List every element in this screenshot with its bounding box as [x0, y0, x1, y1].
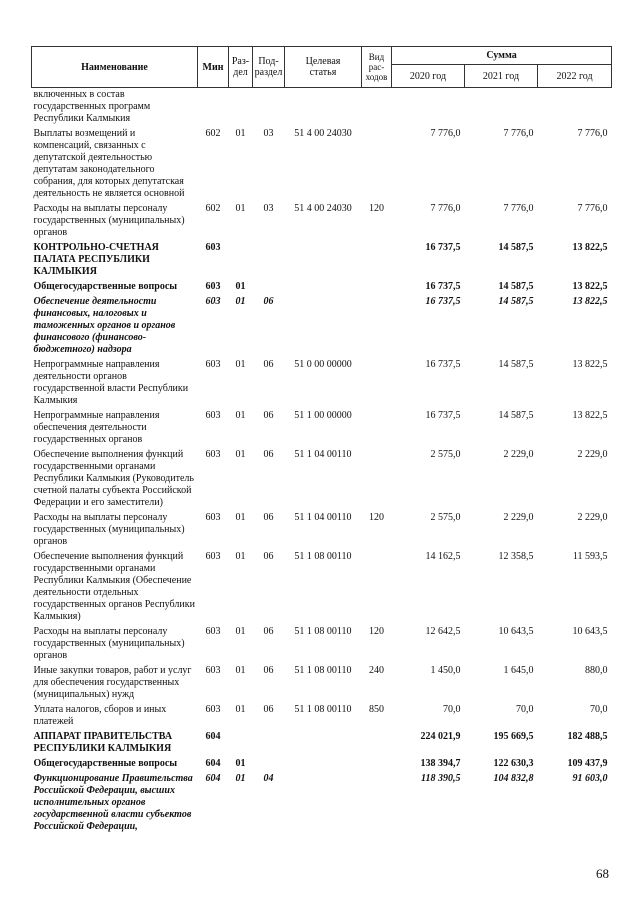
table-row — [32, 511, 612, 550]
row-name: Уплата налогов, сборов и иных платежей — [33, 704, 167, 727]
row-subsection: 06 — [263, 296, 274, 307]
row-sum-2021 — [465, 88, 538, 128]
row-ministry: 604 — [205, 773, 221, 784]
row-sum-2020: 16 737,5 — [425, 242, 461, 253]
row-ministry: 602 — [205, 203, 221, 214]
row-section: 01 — [235, 128, 246, 139]
row-name: КОНТРОЛЬНО-СЧЕТНАЯ ПАЛАТА РЕСПУБЛИКИ КАЛМЫКИЯ — [33, 242, 159, 277]
row-target-article: 51 1 08 00110 — [294, 665, 352, 676]
row-sum-2021: 195 669,5 — [493, 731, 534, 742]
header-razdel: Раз- дел — [229, 47, 253, 88]
table-row — [32, 295, 612, 358]
row-expense-type: 120 — [369, 203, 384, 214]
table-row — [32, 757, 612, 772]
row-expense-type: 120 — [369, 512, 384, 523]
table-row — [32, 625, 612, 664]
row-ministry: 603 — [205, 665, 221, 676]
row-sum-2022: 11 593,5 — [572, 551, 608, 562]
header-sum: Сумма — [392, 47, 612, 65]
row-target-article: 51 1 04 00110 — [294, 512, 352, 523]
row-sum-2020: 118 390,5 — [421, 773, 461, 784]
row-sum-2021: 2 229,0 — [503, 449, 534, 460]
row-section: 01 — [235, 551, 246, 562]
table-row — [32, 550, 612, 625]
row-sum-2022: 13 822,5 — [572, 242, 608, 253]
row-sum-2021: 12 358,5 — [498, 551, 534, 562]
row-ministry: 604 — [205, 758, 221, 769]
row-sum-2022: 10 643,5 — [572, 626, 608, 637]
row-ministry: 603 — [205, 551, 221, 562]
row-section — [229, 241, 253, 280]
row-subsection: 03 — [263, 128, 274, 139]
row-sum-2022: 7 776,0 — [577, 203, 608, 214]
row-name: Общегосударственные вопросы — [33, 758, 178, 769]
row-target-article — [285, 757, 362, 772]
table-body — [32, 88, 612, 836]
row-target-article: 51 1 00 00000 — [294, 410, 352, 421]
budget-document — [31, 46, 611, 835]
row-ministry: 603 — [205, 242, 221, 253]
row-sum-2020: 138 394,7 — [420, 758, 461, 769]
row-name: включенных в состав государственных программ Республики Калмыкия — [33, 89, 151, 124]
row-target-article: 51 0 00 00000 — [294, 359, 352, 370]
row-sum-2021: 14 587,5 — [498, 296, 534, 307]
row-subsection — [253, 88, 285, 128]
row-subsection: 06 — [263, 626, 274, 637]
row-section: 01 — [235, 410, 246, 421]
row-expense-type — [362, 409, 392, 448]
row-subsection: 03 — [263, 203, 274, 214]
row-expense-type — [362, 241, 392, 280]
page-number: 68 — [596, 866, 609, 881]
table-row — [32, 664, 612, 703]
row-expense-type — [362, 772, 392, 835]
row-sum-2022: 13 822,5 — [572, 281, 608, 292]
row-sum-2021: 122 630,3 — [493, 758, 534, 769]
row-sum-2020: 16 737,5 — [425, 410, 461, 421]
header-name: Наименование — [32, 47, 198, 88]
row-subsection — [253, 241, 285, 280]
row-name: Непрограммные направления обеспечения деятельности государственных органов — [33, 410, 160, 445]
row-sum-2020: 1 450,0 — [430, 665, 461, 676]
row-sum-2021: 10 643,5 — [498, 626, 534, 637]
row-sum-2020: 16 737,5 — [425, 359, 461, 370]
header-podrazdel: Под- раздел — [253, 47, 285, 88]
row-sum-2020: 7 776,0 — [430, 128, 461, 139]
row-section: 01 — [235, 281, 246, 292]
row-expense-type — [362, 448, 392, 511]
row-sum-2022: 13 822,5 — [572, 359, 608, 370]
row-name: Общегосударственные вопросы — [33, 281, 178, 292]
row-sum-2021: 70,0 — [516, 704, 534, 715]
row-name: Обеспечение деятельности финансовых, налоговых и таможенных органов и органов финансового (финансово-бюджетного) надзора — [33, 296, 176, 355]
row-target-article — [285, 88, 362, 128]
row-sum-2021: 1 645,0 — [503, 665, 534, 676]
table-row — [32, 241, 612, 280]
row-target-article — [285, 280, 362, 295]
row-expense-type — [362, 757, 392, 772]
row-ministry: 603 — [205, 512, 221, 523]
row-target-article — [285, 730, 362, 757]
row-sum-2020 — [392, 88, 465, 128]
row-ministry: 603 — [205, 359, 221, 370]
row-sum-2021: 2 229,0 — [503, 512, 534, 523]
row-subsection: 06 — [263, 665, 274, 676]
row-target-article — [285, 241, 362, 280]
row-sum-2020: 2 575,0 — [430, 512, 461, 523]
row-subsection: 06 — [263, 512, 274, 523]
row-sum-2022: 109 437,9 — [567, 758, 608, 769]
row-section: 01 — [235, 512, 246, 523]
row-sum-2022: 2 229,0 — [577, 512, 608, 523]
row-expense-type — [362, 358, 392, 409]
row-sum-2022: 182 488,5 — [567, 731, 608, 742]
row-sum-2022: 13 822,5 — [572, 296, 608, 307]
row-sum-2021: 14 587,5 — [498, 410, 534, 421]
row-ministry: 603 — [205, 626, 221, 637]
row-sum-2020: 12 642,5 — [425, 626, 461, 637]
row-section: 01 — [235, 626, 246, 637]
row-name: Выплаты возмещений и компенсаций, связанных с депутатской деятельностью депутатам законодательного собрания, для которых депутатская деятельность не является основной — [33, 128, 185, 199]
row-expense-type: 240 — [369, 665, 384, 676]
row-section: 01 — [235, 359, 246, 370]
row-target-article — [285, 295, 362, 358]
row-name: АППАРАТ ПРАВИТЕЛЬСТВА РЕСПУБЛИКИ КАЛМЫКИЯ — [33, 731, 173, 754]
row-section — [229, 730, 253, 757]
row-target-article: 51 1 08 00110 — [294, 626, 352, 637]
table-row — [32, 772, 612, 835]
row-section: 01 — [235, 758, 246, 769]
row-ministry — [198, 88, 229, 128]
table-row — [32, 358, 612, 409]
row-section: 01 — [235, 203, 246, 214]
table-row — [32, 409, 612, 448]
table-row — [32, 88, 612, 128]
row-sum-2020: 70,0 — [443, 704, 461, 715]
row-section: 01 — [235, 704, 246, 715]
row-expense-type — [362, 730, 392, 757]
row-name: Непрограммные направления деятельности органов государственной власти Республики Калмыкия — [33, 359, 189, 406]
row-target-article: 51 1 04 00110 — [294, 449, 352, 460]
row-subsection — [253, 280, 285, 295]
row-sum-2021: 104 832,8 — [493, 773, 534, 784]
row-section: 01 — [235, 449, 246, 460]
row-sum-2022: 7 776,0 — [577, 128, 608, 139]
row-subsection: 06 — [263, 359, 274, 370]
row-sum-2022: 91 603,0 — [572, 773, 608, 784]
row-expense-type — [362, 550, 392, 625]
table-row — [32, 448, 612, 511]
row-sum-2022: 2 229,0 — [577, 449, 608, 460]
row-sum-2020: 16 737,5 — [425, 281, 461, 292]
row-expense-type: 120 — [369, 626, 384, 637]
row-sum-2020: 2 575,0 — [430, 449, 461, 460]
row-section: 01 — [235, 296, 246, 307]
row-ministry: 603 — [205, 296, 221, 307]
row-sum-2021: 7 776,0 — [503, 128, 534, 139]
row-ministry: 603 — [205, 449, 221, 460]
row-target-article: 51 4 00 24030 — [294, 128, 352, 139]
row-name: Расходы на выплаты персоналу государственных (муниципальных) органов — [33, 512, 185, 547]
row-section: 01 — [235, 665, 246, 676]
row-sum-2021: 14 587,5 — [498, 242, 534, 253]
row-name: Обеспечение выполнения функций государственными органами Республики Калмыкия (Обеспечение деятельности отдельных государственных органов Республики Калмыкия) — [33, 551, 195, 622]
row-ministry: 603 — [205, 281, 221, 292]
row-expense-type — [362, 88, 392, 128]
row-sum-2020: 7 776,0 — [430, 203, 461, 214]
row-sum-2020: 224 021,9 — [420, 731, 461, 742]
row-target-article: 51 1 08 00110 — [294, 704, 352, 715]
row-section: 01 — [235, 773, 246, 784]
row-subsection — [253, 730, 285, 757]
table-row — [32, 280, 612, 295]
row-section — [229, 88, 253, 128]
row-sum-2022: 13 822,5 — [572, 410, 608, 421]
row-expense-type: 850 — [369, 704, 384, 715]
header-2022: 2022 год — [538, 65, 612, 88]
table-row — [32, 703, 612, 730]
row-subsection: 06 — [263, 704, 274, 715]
header-target: Целевая статья — [285, 47, 362, 88]
row-ministry: 603 — [205, 704, 221, 715]
row-expense-type — [362, 127, 392, 202]
row-ministry: 602 — [205, 128, 221, 139]
row-sum-2022: 70,0 — [590, 704, 608, 715]
row-name: Расходы на выплаты персоналу государственных (муниципальных) органов — [33, 203, 185, 238]
row-expense-type — [362, 280, 392, 295]
row-subsection: 04 — [263, 773, 274, 784]
row-sum-2021: 14 587,5 — [498, 359, 534, 370]
budget-table — [31, 46, 612, 835]
row-subsection: 06 — [263, 449, 274, 460]
row-target-article: 51 4 00 24030 — [294, 203, 352, 214]
header-2020: 2020 год — [392, 65, 465, 88]
table-row — [32, 127, 612, 202]
row-sum-2021: 14 587,5 — [498, 281, 534, 292]
table-row — [32, 202, 612, 241]
row-sum-2021: 7 776,0 — [503, 203, 534, 214]
row-subsection: 06 — [263, 551, 274, 562]
row-subsection: 06 — [263, 410, 274, 421]
row-expense-type — [362, 295, 392, 358]
row-ministry: 603 — [205, 410, 221, 421]
row-ministry: 604 — [205, 731, 221, 742]
row-target-article — [285, 772, 362, 835]
row-name: Иные закупки товаров, работ и услуг для обеспечения государственных (муниципальных) нужд — [33, 665, 192, 700]
row-name: Обеспечение выполнения функций государственными органами Республики Калмыкия (Руководитель счетной палаты субъекта Российской Федерации и его заместители) — [33, 449, 194, 508]
row-target-article: 51 1 08 00110 — [294, 551, 352, 562]
row-sum-2020: 14 162,5 — [425, 551, 461, 562]
header-vid: Вид рас- ходов — [362, 47, 392, 88]
row-subsection — [253, 757, 285, 772]
row-sum-2020: 16 737,5 — [425, 296, 461, 307]
header-min: Мин — [198, 47, 229, 88]
header-2021: 2021 год — [465, 65, 538, 88]
row-sum-2022: 880,0 — [585, 665, 608, 676]
row-name: Функционирование Правительства Российской Федерации, высших исполнительных органов государственной власти субъектов Российской Федерации, — [33, 773, 193, 832]
table-row — [32, 730, 612, 757]
row-sum-2022 — [538, 88, 612, 128]
row-name: Расходы на выплаты персоналу государственных (муниципальных) органов — [33, 626, 185, 661]
